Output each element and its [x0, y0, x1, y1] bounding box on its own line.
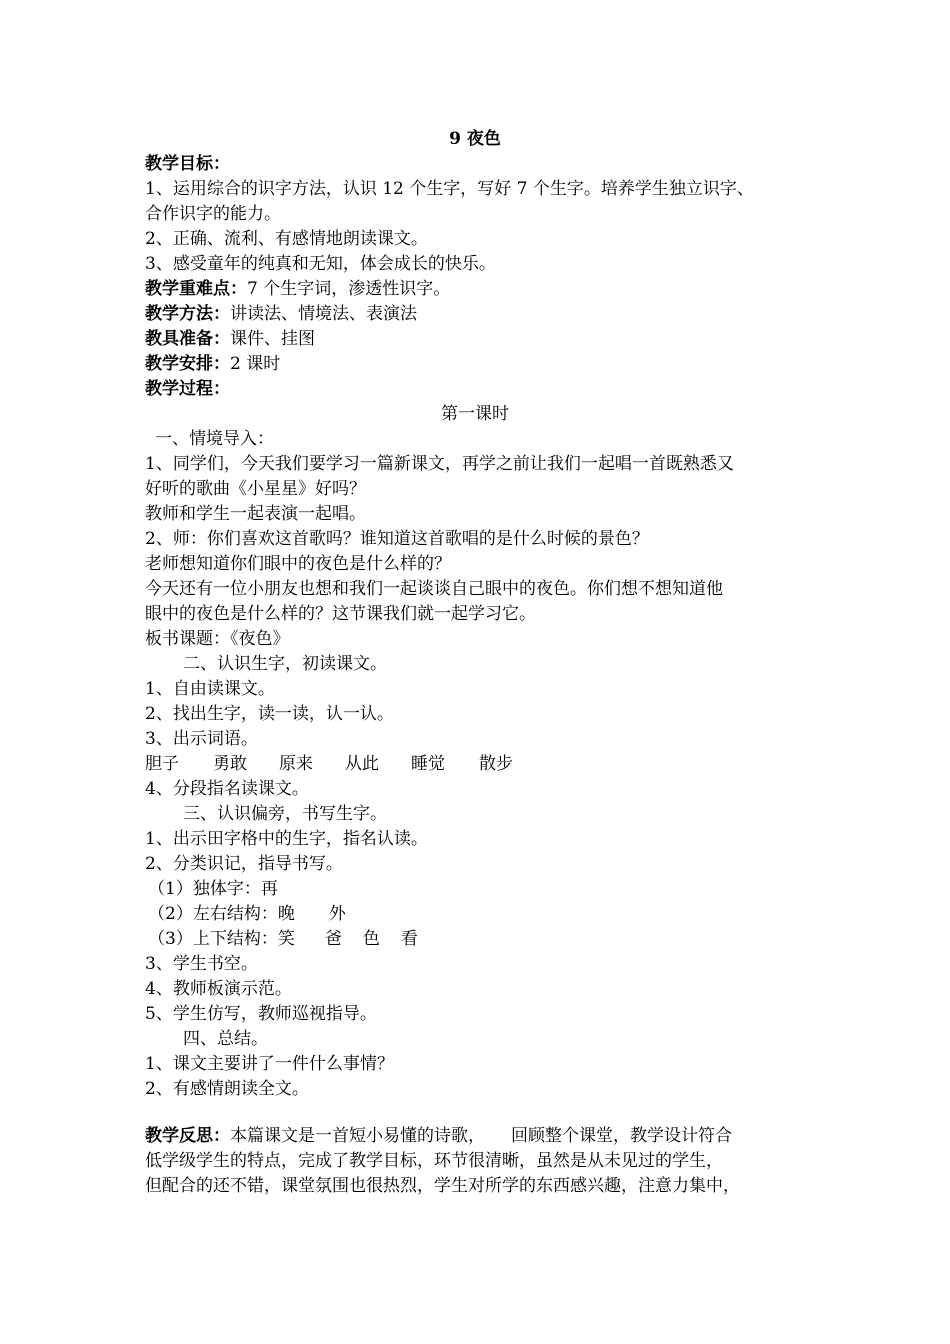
char-item: 再 — [260, 879, 278, 899]
text-line: 1、出示田字格中的生字，指名认读。 — [145, 829, 428, 849]
process-label: 教学过程： — [145, 379, 230, 399]
text-line: 老师想知道你们眼中的夜色是什么样的？ — [145, 554, 451, 574]
tools-label: 教具准备： — [145, 329, 230, 349]
char-category — [148, 877, 838, 902]
text-line: 4、分段指名读课文。 — [145, 779, 309, 799]
category-label: （2）左右结构： — [148, 904, 278, 924]
page-title: 9 夜色 — [449, 129, 501, 149]
goal-line: 合作识字的能力。 — [145, 204, 281, 224]
text-line: 2、有感情朗读全文。 — [145, 1079, 309, 1099]
section-heading: 三、认识偏旁，书写生字。 — [183, 804, 387, 824]
text-line: 好听的歌曲《小星星》好吗？ — [145, 479, 366, 499]
schedule — [145, 352, 835, 377]
text-line: 2、分类识记，指导书写。 — [145, 854, 343, 874]
methods-label: 教学方法： — [145, 304, 230, 324]
tools-text: 课件、挂图 — [230, 329, 315, 349]
char-item: 色 — [362, 929, 380, 949]
reflection-line: 教学反思：本篇课文是一首短小易懂的诗歌， 回顾整个课堂，教学设计符合 — [145, 1126, 732, 1146]
text-line: 板书课题：《夜色》 — [145, 629, 290, 649]
word-item: 睡觉 — [411, 754, 445, 774]
schedule-text: 2 课时 — [230, 354, 281, 374]
text-line: 5、学生仿写，教师巡视指导。 — [145, 1004, 377, 1024]
text-line: 1、自由读课文。 — [145, 679, 275, 699]
text-line: 3、出示词语。 — [145, 729, 258, 749]
word-item: 原来 — [279, 754, 313, 774]
schedule-label: 教学安排： — [145, 354, 230, 374]
tools — [145, 327, 835, 352]
key-points-label: 教学重难点： — [145, 279, 247, 299]
text-line: 教师和学生一起表演一起唱。 — [145, 504, 366, 524]
reflection-line: 但配合的还不错，课堂氛围也很热烈，学生对所学的东西感兴趣，注意力集中， — [145, 1176, 740, 1196]
char-category — [148, 927, 838, 952]
reflection-line: 低学级学生的特点，完成了教学目标，环节很清晰，虽然是从未见过的学生， — [145, 1151, 723, 1171]
text-line: 1、同学们，今天我们要学习一篇新课文，再学之前让我们一起唱一首既熟悉又 — [145, 454, 734, 474]
text-line: 4、教师板演示范。 — [145, 979, 292, 999]
char-item: 外 — [328, 904, 346, 924]
methods-text: 讲读法、情境法、表演法 — [230, 304, 417, 324]
goal-line: 2、正确、流利、有感情地朗读课文。 — [145, 229, 428, 249]
section-heading: 二、认识生字，初读课文。 — [183, 654, 387, 674]
key-points — [145, 277, 835, 302]
word-item: 胆子 — [145, 754, 179, 774]
word-item: 勇敢 — [213, 754, 247, 774]
reflection-label: 教学反思： — [145, 1126, 230, 1146]
text-line: 1、课文主要讲了一件什么事情？ — [145, 1054, 394, 1074]
key-points-text: 7 个生字词，渗透性识字。 — [247, 279, 451, 299]
lesson-heading: 第一课时 — [441, 404, 509, 424]
goal-line: 3、感受童年的纯真和无知，体会成长的快乐。 — [145, 254, 496, 274]
char-item: 爸 — [324, 929, 342, 949]
goal-line: 1、运用综合的识字方法，认识 12 个生字，写好 7 个生字。培养学生独立识字、 — [145, 179, 754, 199]
text-line: 眼中的夜色是什么样的？这节课我们就一起学习它。 — [145, 604, 536, 624]
text-line: 3、学生书空。 — [145, 954, 258, 974]
word-item: 散步 — [479, 754, 513, 774]
category-label: （1）独体字： — [148, 879, 261, 899]
text-line: 今天还有一位小朋友也想和我们一起谈谈自己眼中的夜色。你们想不想知道他 — [145, 579, 723, 599]
char-item: 笑 — [277, 929, 295, 949]
section-heading: 一、情境导入： — [155, 429, 274, 449]
text-line: 2、找出生字，读一读，认一认。 — [145, 704, 394, 724]
char-item: 晚 — [277, 904, 295, 924]
char-category — [148, 902, 838, 927]
word-list — [145, 752, 835, 777]
char-item: 看 — [400, 929, 418, 949]
methods — [145, 302, 835, 327]
goals-label: 教学目标： — [145, 154, 230, 174]
category-label: （3）上下结构： — [148, 929, 278, 949]
section-heading: 四、总结。 — [183, 1029, 268, 1049]
word-item: 从此 — [345, 754, 379, 774]
text-line: 2、师：你们喜欢这首歌吗？谁知道这首歌唱的是什么时候的景色？ — [145, 529, 649, 549]
